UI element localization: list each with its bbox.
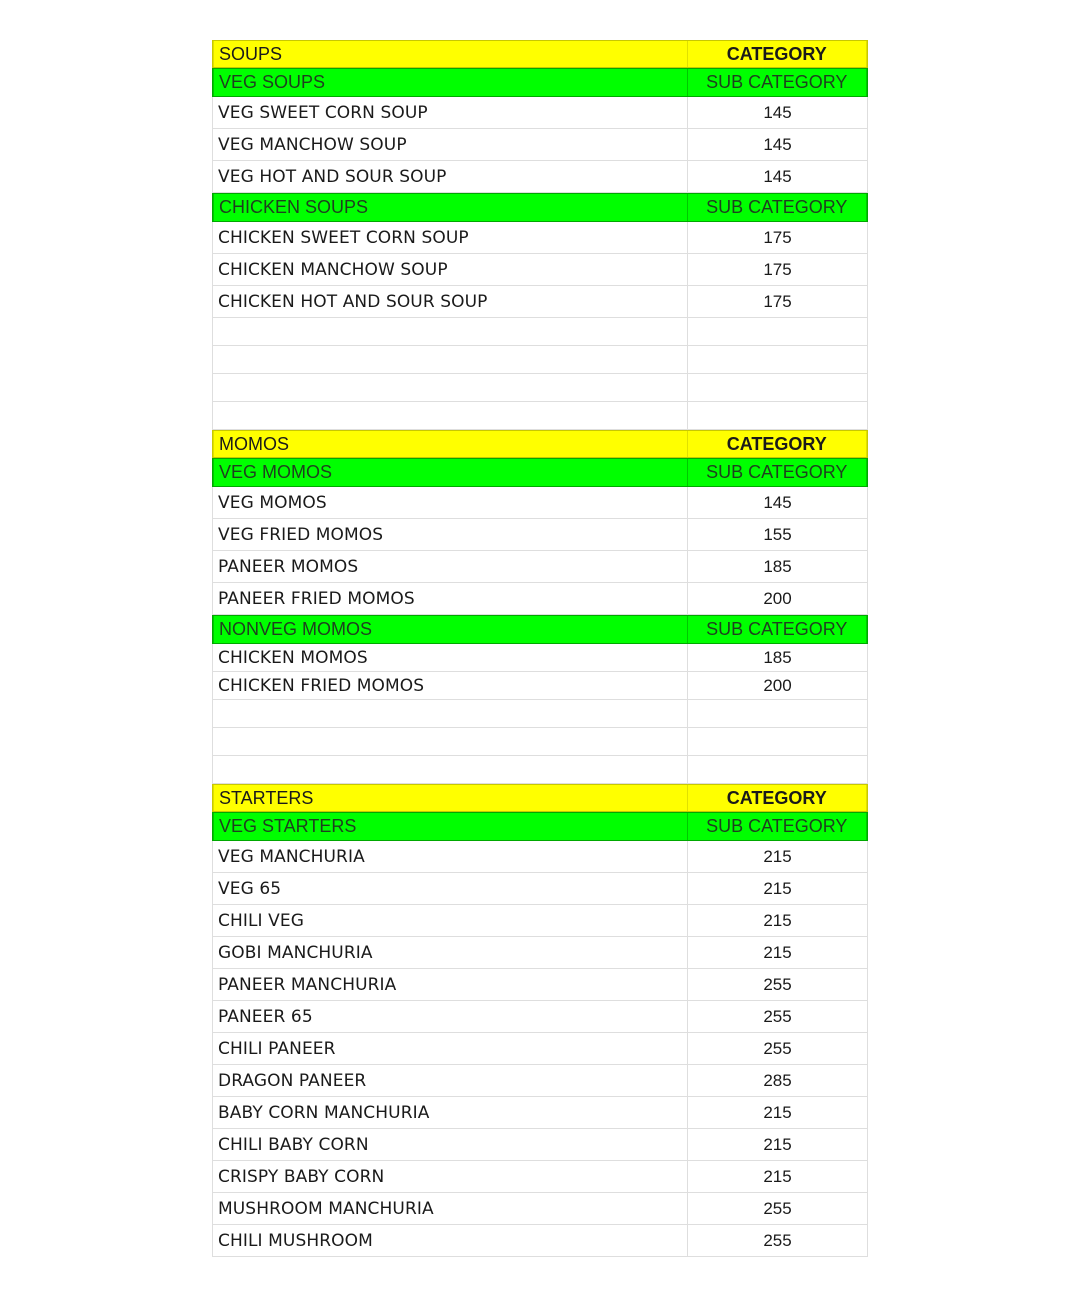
item-price[interactable]: 215 bbox=[688, 1161, 868, 1192]
empty-cell[interactable] bbox=[688, 318, 868, 345]
item-name[interactable]: VEG MOMOS bbox=[212, 487, 688, 518]
empty-row bbox=[212, 374, 868, 402]
subcategory-label[interactable]: SUB CATEGORY bbox=[688, 194, 867, 221]
item-name[interactable]: CHICKEN SWEET CORN SOUP bbox=[212, 222, 688, 253]
menu-item-row bbox=[212, 1001, 868, 1033]
item-name[interactable]: CHILI MUSHROOM bbox=[212, 1225, 688, 1256]
item-price[interactable]: 145 bbox=[688, 487, 868, 518]
menu-item-row bbox=[212, 129, 868, 161]
item-name[interactable]: PANEER 65 bbox=[212, 1001, 688, 1032]
menu-item-row bbox=[212, 519, 868, 551]
category-label[interactable]: CATEGORY bbox=[688, 785, 867, 811]
menu-item-row bbox=[212, 1129, 868, 1161]
item-name[interactable]: CHICKEN MANCHOW SOUP bbox=[212, 254, 688, 285]
menu-item-row bbox=[212, 161, 868, 193]
category-name[interactable]: MOMOS bbox=[213, 431, 688, 457]
subcategory-row bbox=[212, 615, 868, 644]
item-price[interactable]: 255 bbox=[688, 1001, 868, 1032]
menu-item-row bbox=[212, 97, 868, 129]
category-label[interactable]: CATEGORY bbox=[688, 431, 867, 457]
item-name[interactable]: CHICKEN HOT AND SOUR SOUP bbox=[212, 286, 688, 317]
menu-item-row bbox=[212, 841, 868, 873]
menu-item-row bbox=[212, 873, 868, 905]
menu-item-row bbox=[212, 1097, 868, 1129]
item-price[interactable]: 215 bbox=[688, 905, 868, 936]
empty-cell[interactable] bbox=[688, 346, 868, 373]
subcategory-label[interactable]: SUB CATEGORY bbox=[688, 459, 867, 486]
item-price[interactable]: 145 bbox=[688, 161, 868, 192]
empty-cell[interactable] bbox=[212, 700, 688, 727]
item-name[interactable]: CHICKEN MOMOS bbox=[212, 644, 688, 671]
empty-cell[interactable] bbox=[212, 374, 688, 401]
empty-cell[interactable] bbox=[212, 756, 688, 783]
item-name[interactable]: MUSHROOM MANCHURIA bbox=[212, 1193, 688, 1224]
item-name[interactable]: CHILI BABY CORN bbox=[212, 1129, 688, 1160]
menu-item-row bbox=[212, 551, 868, 583]
menu-item-row bbox=[212, 254, 868, 286]
subcategory-name[interactable]: CHICKEN SOUPS bbox=[213, 194, 688, 221]
subcategory-label[interactable]: SUB CATEGORY bbox=[688, 616, 867, 643]
item-price[interactable]: 215 bbox=[688, 841, 868, 872]
empty-cell[interactable] bbox=[688, 402, 868, 429]
empty-cell[interactable] bbox=[688, 728, 868, 755]
item-name[interactable]: CHILI VEG bbox=[212, 905, 688, 936]
menu-spreadsheet bbox=[212, 40, 868, 1257]
empty-cell[interactable] bbox=[688, 756, 868, 783]
item-name[interactable]: CRISPY BABY CORN bbox=[212, 1161, 688, 1192]
menu-item-row bbox=[212, 937, 868, 969]
item-price[interactable]: 155 bbox=[688, 519, 868, 550]
item-price[interactable]: 215 bbox=[688, 937, 868, 968]
menu-item-row bbox=[212, 1193, 868, 1225]
category-row bbox=[212, 784, 868, 812]
menu-item-row bbox=[212, 644, 868, 672]
empty-row bbox=[212, 318, 868, 346]
item-name[interactable]: CHICKEN FRIED MOMOS bbox=[212, 672, 688, 699]
item-name[interactable]: DRAGON PANEER bbox=[212, 1065, 688, 1096]
subcategory-label[interactable]: SUB CATEGORY bbox=[688, 813, 867, 840]
empty-row bbox=[212, 756, 868, 784]
empty-row bbox=[212, 728, 868, 756]
item-name[interactable]: PANEER MOMOS bbox=[212, 551, 688, 582]
item-price[interactable]: 175 bbox=[688, 286, 868, 317]
item-name[interactable]: PANEER FRIED MOMOS bbox=[212, 583, 688, 614]
subcategory-name[interactable]: VEG STARTERS bbox=[213, 813, 688, 840]
subcategory-name[interactable]: VEG SOUPS bbox=[213, 69, 688, 96]
item-name[interactable]: GOBI MANCHURIA bbox=[212, 937, 688, 968]
menu-item-row bbox=[212, 905, 868, 937]
empty-row bbox=[212, 346, 868, 374]
menu-item-row bbox=[212, 583, 868, 615]
item-price[interactable]: 255 bbox=[688, 1193, 868, 1224]
item-name[interactable]: VEG SWEET CORN SOUP bbox=[212, 97, 688, 128]
item-price[interactable]: 215 bbox=[688, 1097, 868, 1128]
empty-cell[interactable] bbox=[688, 374, 868, 401]
item-price[interactable]: 175 bbox=[688, 254, 868, 285]
menu-item-row bbox=[212, 1065, 868, 1097]
menu-item-row bbox=[212, 1161, 868, 1193]
empty-row bbox=[212, 402, 868, 430]
item-name[interactable]: VEG HOT AND SOUR SOUP bbox=[212, 161, 688, 192]
item-name[interactable]: VEG 65 bbox=[212, 873, 688, 904]
subcategory-row bbox=[212, 68, 868, 97]
item-price[interactable]: 285 bbox=[688, 1065, 868, 1096]
menu-item-row bbox=[212, 1225, 868, 1257]
menu-item-row bbox=[212, 969, 868, 1001]
subcategory-row bbox=[212, 193, 868, 222]
item-price[interactable]: 255 bbox=[688, 969, 868, 1000]
menu-item-row bbox=[212, 487, 868, 519]
empty-cell[interactable] bbox=[212, 402, 688, 429]
subcategory-name[interactable]: NONVEG MOMOS bbox=[213, 616, 688, 643]
item-name[interactable]: VEG MANCHURIA bbox=[212, 841, 688, 872]
category-label[interactable]: CATEGORY bbox=[688, 41, 867, 67]
empty-cell[interactable] bbox=[212, 318, 688, 345]
item-price[interactable]: 175 bbox=[688, 222, 868, 253]
category-name[interactable]: STARTERS bbox=[213, 785, 688, 811]
item-price[interactable]: 255 bbox=[688, 1033, 868, 1064]
item-price[interactable]: 185 bbox=[688, 551, 868, 582]
menu-item-row bbox=[212, 222, 868, 254]
item-price[interactable]: 200 bbox=[688, 583, 868, 614]
category-row bbox=[212, 430, 868, 458]
item-price[interactable]: 200 bbox=[688, 672, 868, 699]
item-name[interactable]: PANEER MANCHURIA bbox=[212, 969, 688, 1000]
menu-item-row bbox=[212, 672, 868, 700]
item-name[interactable]: BABY CORN MANCHURIA bbox=[212, 1097, 688, 1128]
subcategory-label[interactable]: SUB CATEGORY bbox=[688, 69, 867, 96]
empty-cell[interactable] bbox=[688, 700, 868, 727]
category-name[interactable]: SOUPS bbox=[213, 41, 688, 67]
item-price[interactable]: 185 bbox=[688, 644, 868, 671]
subcategory-row bbox=[212, 458, 868, 487]
item-price[interactable]: 215 bbox=[688, 1129, 868, 1160]
item-price[interactable]: 215 bbox=[688, 873, 868, 904]
item-price[interactable]: 145 bbox=[688, 97, 868, 128]
item-name[interactable]: VEG FRIED MOMOS bbox=[212, 519, 688, 550]
empty-cell[interactable] bbox=[212, 346, 688, 373]
menu-item-row bbox=[212, 286, 868, 318]
item-name[interactable]: CHILI PANEER bbox=[212, 1033, 688, 1064]
subcategory-name[interactable]: VEG MOMOS bbox=[213, 459, 688, 486]
category-row bbox=[212, 40, 868, 68]
menu-item-row bbox=[212, 1033, 868, 1065]
item-price[interactable]: 255 bbox=[688, 1225, 868, 1256]
empty-row bbox=[212, 700, 868, 728]
empty-cell[interactable] bbox=[212, 728, 688, 755]
item-name[interactable]: VEG MANCHOW SOUP bbox=[212, 129, 688, 160]
item-price[interactable]: 145 bbox=[688, 129, 868, 160]
subcategory-row bbox=[212, 812, 868, 841]
